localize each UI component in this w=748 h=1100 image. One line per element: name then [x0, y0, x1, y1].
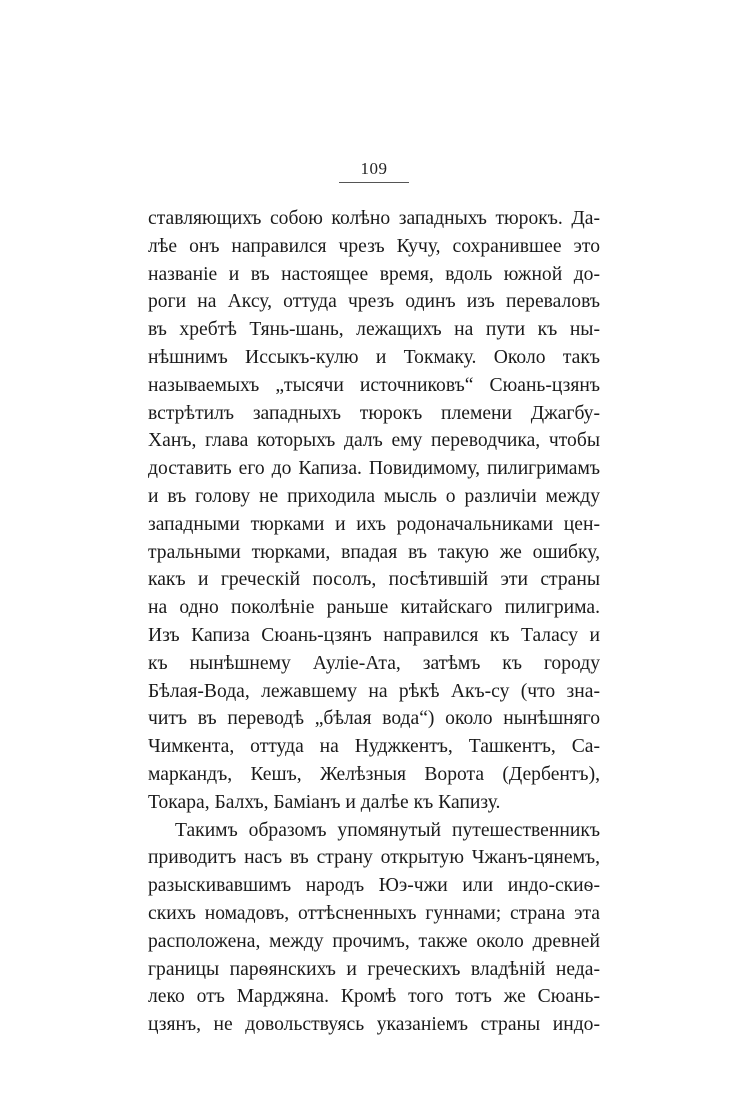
text-line: лѣе онъ направился чрезъ Кучу, сохранившее это	[148, 235, 600, 257]
text-line: разыскивавшимъ народъ Юэ-чжи или индо-скиѳ-	[148, 875, 600, 897]
text-line: названіе и въ настоящее время, вдоль южной до-	[148, 263, 600, 285]
text-line: въ хребтѣ Тянь-шань, лежащихъ на пути къ ны-	[148, 319, 600, 341]
header-rule	[339, 182, 409, 183]
text-line: границы парѳянскихъ и греческихъ владѣній неда-	[148, 958, 600, 980]
text-line: тральными тюрками, впадая въ такую же ошибку,	[148, 541, 600, 563]
page-header	[339, 160, 409, 183]
body-text	[148, 205, 600, 1039]
text-line: приводитъ насъ въ страну открытую Чжанъ-цянемъ,	[148, 847, 600, 869]
text-line: Изъ Капиза Сюань-цзянъ направился къ Таласу и	[148, 624, 600, 646]
text-line: Бѣлая-Вода, лежавшему на рѣкѣ Акъ-су (что зна-	[148, 680, 600, 702]
text-line: называемыхъ „тысячи источниковъ“ Сюань-цзянъ	[148, 374, 600, 396]
text-line: западными тюрками и ихъ родоначальниками цен-	[148, 513, 600, 535]
text-line: и въ голову не приходила мысль о различіи между	[148, 485, 600, 507]
text-line: Чимкента, оттуда на Нуджкентъ, Ташкентъ, Са-	[148, 736, 600, 758]
text-line: Такимъ образомъ упомянутый путешественникъ	[175, 819, 600, 841]
text-line: ставляющихъ собою колѣно западныхъ тюрокъ. Да-	[148, 208, 600, 229]
text-line: роги на Аксу, оттуда чрезъ одинъ изъ переваловъ	[148, 291, 600, 313]
text-line: скихъ номадовъ, оттѣсненныхъ гуннами; страна эта	[148, 902, 600, 924]
text-line: читъ въ переводѣ „бѣлая вода“) около нынѣшняго	[148, 708, 600, 730]
text-line: на одно поколѣніе раньше китайскаго пилигрима.	[148, 597, 600, 619]
page-number: 109	[360, 159, 388, 178]
text-line: встрѣтилъ западныхъ тюрокъ племени Джагбу-	[148, 402, 600, 424]
text-line: цзянъ, не довольствуясь указаніемъ страны индо-	[148, 1014, 600, 1036]
text-line: расположена, между прочимъ, также около древней	[148, 930, 600, 952]
text-line: маркандъ, Кешъ, Желѣзныя Ворота (Дербентъ),	[148, 763, 600, 785]
text-line: леко отъ Марджяна. Кромѣ того тотъ же Сюань-	[148, 986, 600, 1008]
text-line: доставить его до Капиза. Повидимому, пилигримамъ	[148, 458, 600, 480]
text-line: нѣшнимъ Иссыкъ-кулю и Токмаку. Около такъ	[148, 346, 600, 368]
text-line: какъ и греческій посолъ, посѣтившій эти страны	[148, 569, 600, 591]
text-line: Ханъ, глава которыхъ далъ ему переводчика, чтобы	[148, 430, 600, 452]
text-line: Токара, Балхъ, Баміанъ и далѣе къ Капизу.	[148, 791, 501, 813]
text-line: къ нынѣшнему Ауліе-Ата, затѣмъ къ городу	[148, 652, 600, 674]
